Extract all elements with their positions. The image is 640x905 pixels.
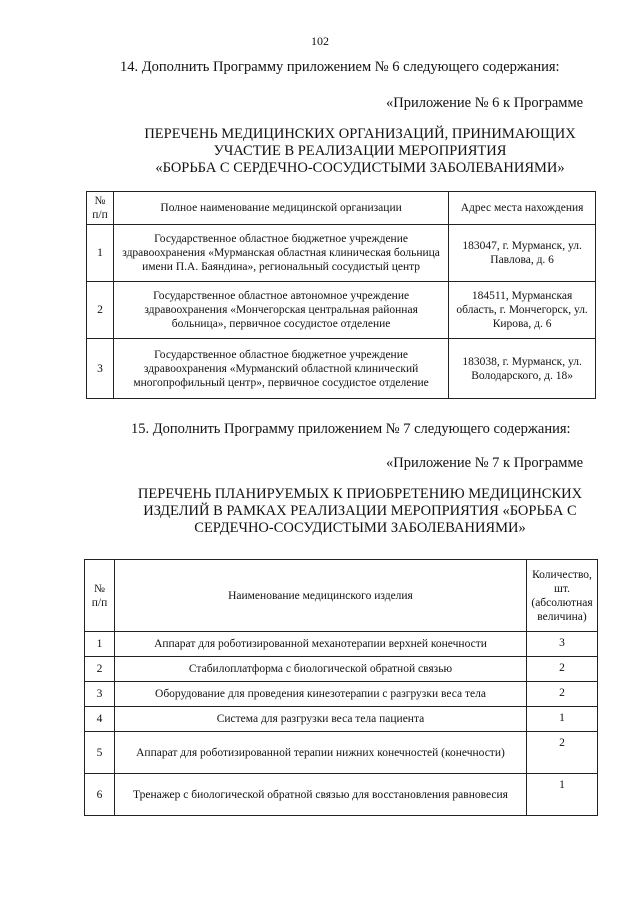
appendix-6-title [80,126,640,177]
row-number: 5 [85,732,115,774]
organization-name: Государственное областное бюджетное учреждение здравоохранения «Мурманский областной клинический многопрофильный центр», первичное сосудистое отделение [113,339,448,399]
title-line: «БОРЬБА С СЕРДЕЧНО-СОСУДИСТЫМИ ЗАБОЛЕВАНИЯМИ» [155,160,565,176]
device-name: Аппарат для роботизированной механотерапии верхней конечности [114,632,526,657]
device-name: Стабилоплатформа с биологической обратной связью [114,657,526,682]
column-header-quantity: Количество, шт. (абсолютная величина) [527,560,598,632]
row-number: 2 [87,282,114,339]
table-row [85,774,598,816]
table-row [85,632,598,657]
row-number: 4 [85,707,115,732]
organization-name: Государственное областное автономное учреждение здравоохранения «Мончегорская центральная районная больница», первичное сосудистое отделение [113,282,448,339]
column-header-organization: Полное наименование медицинской организации [113,192,448,225]
section-15-text: 15. Дополнить Программу приложением № 7 следующего содержания: [131,421,571,437]
section-14-text: 14. Дополнить Программу приложением № 6 следующего содержания: [120,59,560,75]
device-quantity: 3 [527,632,598,657]
device-name: Система для разгрузки веса тела пациента [114,707,526,732]
table-row [85,657,598,682]
organization-name: Государственное областное бюджетное учреждение здравоохранения «Мурманская областная клиническая больница имени П.А. Баяндина», региональный сосудистый центр [113,225,448,282]
title-line: ПЕРЕЧЕНЬ МЕДИЦИНСКИХ ОРГАНИЗАЦИЙ, ПРИНИМАЮЩИХ [144,126,576,142]
medical-organizations-table [86,191,596,399]
row-number: 1 [87,225,114,282]
row-number: 3 [87,339,114,399]
row-number: 3 [85,682,115,707]
organization-address: 183038, г. Мурманск, ул. Володарского, д. 18» [449,339,596,399]
row-number: 1 [85,632,115,657]
device-name: Оборудование для проведения кинезотерапии с разгрузки веса тела [114,682,526,707]
column-header-device: Наименование медицинского изделия [114,560,526,632]
appendix-7-reference: «Приложение № 7 к Программе [386,455,584,471]
medical-devices-table [84,559,598,816]
row-number: 2 [85,657,115,682]
page-number: 102 [311,34,329,48]
table-row [85,682,598,707]
table-row [85,707,598,732]
organization-address: 184511, Мурманская область, г. Мончегорск, ул. Кирова, д. 6 [449,282,596,339]
appendix-7-title [80,486,640,537]
column-header-number: № п/п [85,560,115,632]
column-header-address: Адрес места нахождения [449,192,596,225]
title-line: ИЗДЕЛИЙ В РАМКАХ РЕАЛИЗАЦИИ МЕРОПРИЯТИЯ «БОРЬБА С [143,503,577,519]
table-row [85,732,598,774]
device-quantity: 2 [527,732,598,774]
column-header-number: № п/п [87,192,114,225]
device-quantity: 1 [527,774,598,816]
row-number: 6 [85,774,115,816]
device-quantity: 2 [527,657,598,682]
title-line: СЕРДЕЧНО-СОСУДИСТЫМИ ЗАБОЛЕВАНИЯМИ» [194,520,526,536]
table-row [87,225,596,282]
device-name: Тренажер с биологической обратной связью для восстановления равновесия [114,774,526,816]
table-row [87,282,596,339]
appendix-6-reference: «Приложение № 6 к Программе [386,95,584,111]
title-line: ПЕРЕЧЕНЬ ПЛАНИРУЕМЫХ К ПРИОБРЕТЕНИЮ МЕДИЦИНСКИХ [137,486,583,502]
device-name: Аппарат для роботизированной терапии нижних конечностей (конечности) [114,732,526,774]
device-quantity: 2 [527,682,598,707]
organization-address: 183047, г. Мурманск, ул. Павлова, д. 6 [449,225,596,282]
table-row [87,339,596,399]
title-line: УЧАСТИЕ В РЕАЛИЗАЦИИ МЕРОПРИЯТИЯ [213,143,507,159]
device-quantity: 1 [527,707,598,732]
table-header-row [85,560,598,632]
table-header-row [87,192,596,225]
